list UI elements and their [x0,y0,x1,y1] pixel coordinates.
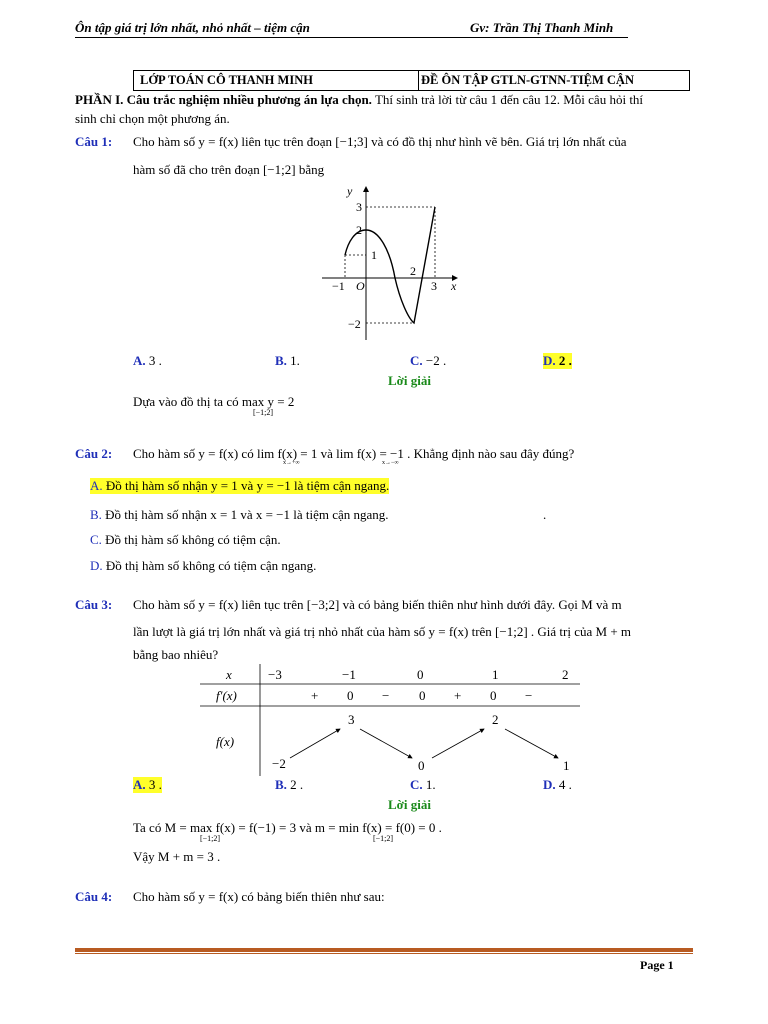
option-text: Đồ thị hàm số nhận y = 1 và y = −1 là tiệm cận ngang. [105,478,390,493]
f-val-3: 3 [348,712,355,727]
q1-graph [315,182,465,342]
q3-solution2: Vậy M + m = 3 . [133,849,221,864]
q3-option-d[interactable] [543,777,572,793]
option-key: C. [410,353,423,368]
option-key: D. [543,353,556,368]
row-f-label: f(x) [216,734,235,749]
q3-option-a[interactable] [133,777,162,793]
part1-text1: Thí sinh trả lời từ câu 1 đến câu 12. Mỗi câu hỏi thí [371,92,644,107]
row-x-label: x [226,667,232,682]
q2-option-c[interactable] [90,532,281,548]
option-key: A. [133,777,146,792]
q4-line: Cho hàm số y = f(x) có bảng biến thiên như sau: [133,889,385,904]
option-key: D. [90,558,103,573]
q1-option-d[interactable] [543,353,572,369]
f-val-1: 1 [563,758,570,773]
f-val-0: 0 [418,758,425,773]
option-text: 1. [425,777,436,792]
x-val-0: 0 [417,667,424,682]
footer-rule-thin [75,953,693,954]
q3-line1: Cho hàm số y = f(x) liên tục trên [−3;2] và có bảng biến thiên như hình dưới đây. Gọi M và m [133,597,622,612]
q1-option-a[interactable] [133,353,162,369]
q2-option-b[interactable] [90,507,389,523]
q3-variation-table [200,664,580,776]
q3-line3: bằng bao nhiêu? [133,647,219,662]
option-text: 2 . [290,777,304,792]
sign-4: 0 [419,688,426,703]
q1-solution-sub: [−1;2] [253,408,274,417]
class-title-box: LỚP TOÁN CÔ THANH MINH [133,70,419,91]
header-left: Ôn tập giá trị lớn nhất, nhỏ nhất – tiệm cận [75,20,310,35]
q1-solution: Dựa vào đồ thị ta có max y = 2 [133,394,295,409]
header-right: Gv: Trần Thị Thanh Minh [470,20,614,35]
q1-label: Câu 1: [75,134,113,149]
q1-line2: hàm số đã cho trên đoạn [−1;2] bằng [133,162,325,177]
graph-labels [332,184,457,331]
part1-instructions [75,92,643,108]
graph-y-label: y [347,184,353,198]
sign-1: + [311,688,319,703]
sign-3: − [382,688,390,703]
q3-solution1: Ta có M = max f(x) = f(−1) = 3 và m = min f(x) = f(0) = 0 . [133,820,442,835]
tick-y3: 3 [356,200,362,214]
x-val-1: 1 [492,667,499,682]
part1-title: PHẦN I. Câu trắc nghiệm nhiều phương án lựa chọn. [75,92,372,107]
q2-line: Cho hàm số y = f(x) có lim f(x) = 1 và lim f(x) = −1 . Khẳng định nào sau đây đúng? [133,446,575,461]
q2-stray-dot: . [543,507,547,522]
q2-option-a[interactable] [90,478,389,494]
f-val-neg2: −2 [272,756,286,771]
q3-option-c[interactable] [410,777,436,793]
sign-2: 0 [347,688,354,703]
tick-y1: 1 [371,248,377,262]
header-divider [75,37,628,38]
exam-title-box: ĐỀ ÔN TẬP GTLN-GTNN-TIỆM CẬN [417,70,690,91]
option-key: B. [275,353,287,368]
q3-solution-sub-min: [−1;2] [373,834,394,843]
q1-option-b[interactable] [275,353,300,369]
tick-x3: 3 [431,279,437,293]
q3-solution-title: Lời giải [388,797,431,812]
tick-x2: 2 [410,264,416,278]
graph-x-label: x [451,279,457,293]
q1-line1: Cho hàm số y = f(x) liên tục trên đoạn [−1;3] và có đồ thị như hình vẽ bên. Giá trị lớn nhất của [133,134,627,149]
sign-5: + [454,688,462,703]
q3-solution-sub-max: [−1;2] [200,834,221,843]
option-text: 1. [290,353,300,368]
variation-arrows [290,729,558,758]
option-key: A. [90,478,103,493]
option-text: −2 . [425,353,447,368]
option-text: Đồ thị hàm số không có tiệm cận. [105,532,281,547]
footer-rule [75,948,693,952]
sign-6: 0 [490,688,497,703]
tick-y2: 2 [356,223,362,237]
option-key: D. [543,777,556,792]
q2-option-d[interactable] [90,558,316,574]
option-key: A. [133,353,146,368]
q1-option-c[interactable] [410,353,446,369]
x-val-neg3: −3 [268,667,282,682]
sign-7: − [525,688,533,703]
q3-option-b[interactable] [275,777,303,793]
q1-solution-title: Lời giải [388,373,431,388]
x-val-2: 2 [562,667,569,682]
row-fp-label: f′(x) [216,688,237,703]
f-val-2: 2 [492,712,499,727]
option-text: 3 . [148,777,162,792]
part1-text2: sinh chỉ chọn một phương án. [75,111,230,126]
option-text: 2 . [558,353,572,368]
option-text: 3 . [148,353,162,368]
tick-y-neg2: −2 [348,317,361,331]
option-text: Đồ thị hàm số nhận x = 1 và x = −1 là tiệm cận ngang. [105,507,389,522]
q2-lim-sub2: x→−∞ [382,460,399,466]
option-key: B. [275,777,287,792]
graph-origin: O [356,279,365,293]
q2-label: Câu 2: [75,446,113,461]
option-key: C. [410,777,423,792]
x-val-neg1: −1 [342,667,356,682]
q3-label: Câu 3: [75,597,113,612]
option-text: Đồ thị hàm số không có tiệm cận ngang. [105,558,317,573]
option-text: 4 . [558,777,572,792]
q3-line2: lần lượt là giá trị lớn nhất và giá trị nhỏ nhất của hàm số y = f(x) trên [−1;2] . Giá trị của M + m [133,624,632,639]
page-number: Page 1 [640,958,674,972]
option-key: C. [90,532,102,547]
q2-lim-sub1: x→+∞ [283,460,300,466]
q4-label: Câu 4: [75,889,113,904]
tick-x-neg1: −1 [332,279,345,293]
option-key: B. [90,507,102,522]
